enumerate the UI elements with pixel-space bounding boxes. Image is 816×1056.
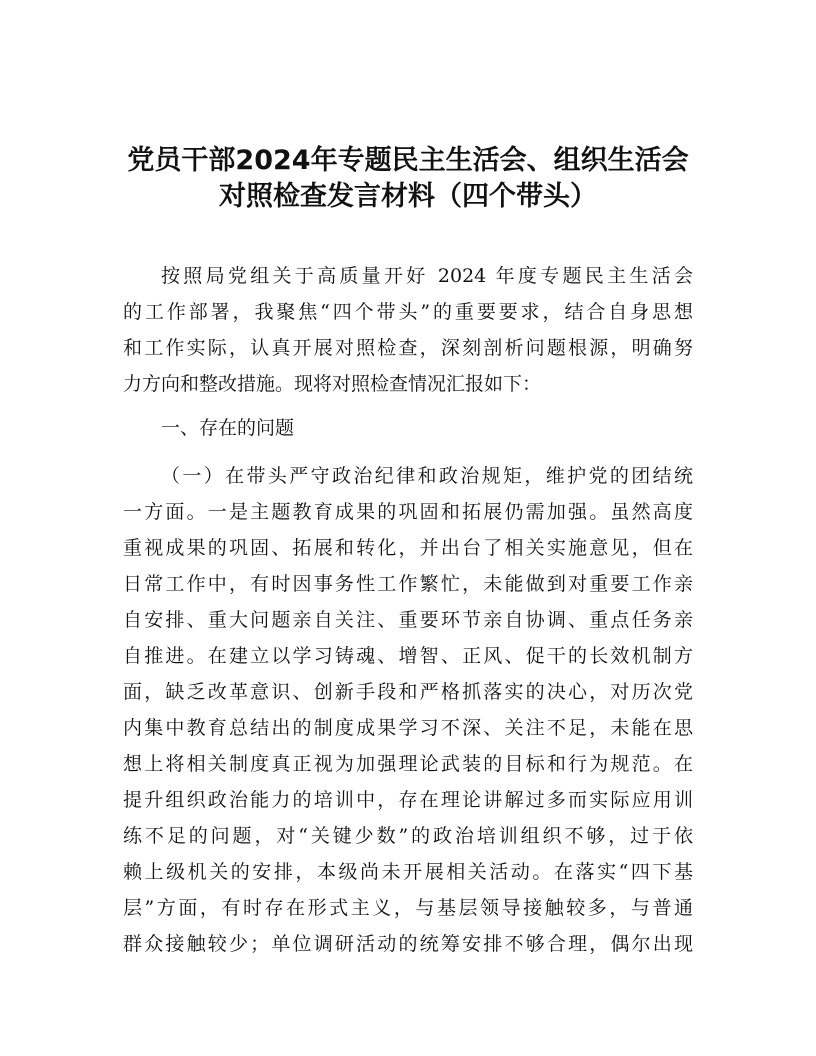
body-paragraph-line: 一方面。一是主题教育成果的巩固和拓展仍需加强。虽然高度 [123, 501, 693, 523]
body-paragraph-line: 想上将相关制度真正视为加强理论武装的目标和行为规范。在 [123, 753, 693, 775]
intro-paragraph-line: 的工作部署，我聚焦“四个带头”的重要要求，结合自身思想 [123, 301, 693, 323]
section-heading: 一、存在的问题 [161, 417, 295, 439]
body-paragraph-line: 面，缺乏改革意识、创新手段和严格抓落实的决心，对历次党 [123, 681, 693, 703]
body-paragraph-line: 内集中教育总结出的制度成果学习不深、关注不足，未能在思 [123, 717, 693, 739]
body-paragraph-line: （一）在带头严守政治纪律和政治规矩，维护党的团结统 [161, 465, 693, 487]
document-title-line-1: 党员干部2024年专题民主生活会、组织生活会 [127, 145, 689, 176]
body-paragraph-line: 自安排、重大问题亲自关注、重要环节亲自协调、重点任务亲 [123, 609, 693, 631]
body-paragraph-line: 层”方面，有时存在形式主义，与基层领导接触较多，与普通 [123, 897, 693, 919]
body-paragraph-line: 群众接触较少；单位调研活动的统筹安排不够合理，偶尔出现 [123, 933, 693, 955]
body-paragraph-line: 重视成果的巩固、拓展和转化，并出台了相关实施意见，但在 [123, 537, 693, 559]
body-paragraph-line: 赖上级机关的安排，本级尚未开展相关活动。在落实“四下基 [123, 861, 693, 883]
body-paragraph-line: 练不足的问题，对“关键少数”的政治培训组织不够，过于依 [123, 825, 693, 847]
body-paragraph-line: 日常工作中，有时因事务性工作繁忙，未能做到对重要工作亲 [123, 573, 693, 595]
intro-paragraph-line: 力方向和整改措施。现将对照检查情况汇报如下： [123, 373, 542, 395]
body-paragraph-line: 自推进。在建立以学习铸魂、增智、正风、促干的长效机制方 [123, 645, 693, 667]
body-paragraph-line: 提升组织政治能力的培训中，存在理论讲解过多而实际应用训 [123, 789, 693, 811]
document-title-line-2: 对照检查发言材料（四个带头） [219, 181, 597, 212]
intro-paragraph-line: 和工作实际，认真开展对照检查，深刻剖析问题根源，明确努 [123, 337, 693, 359]
intro-paragraph-line: 按照局党组关于高质量开好 2024 年度专题民主生活会 [161, 265, 693, 287]
